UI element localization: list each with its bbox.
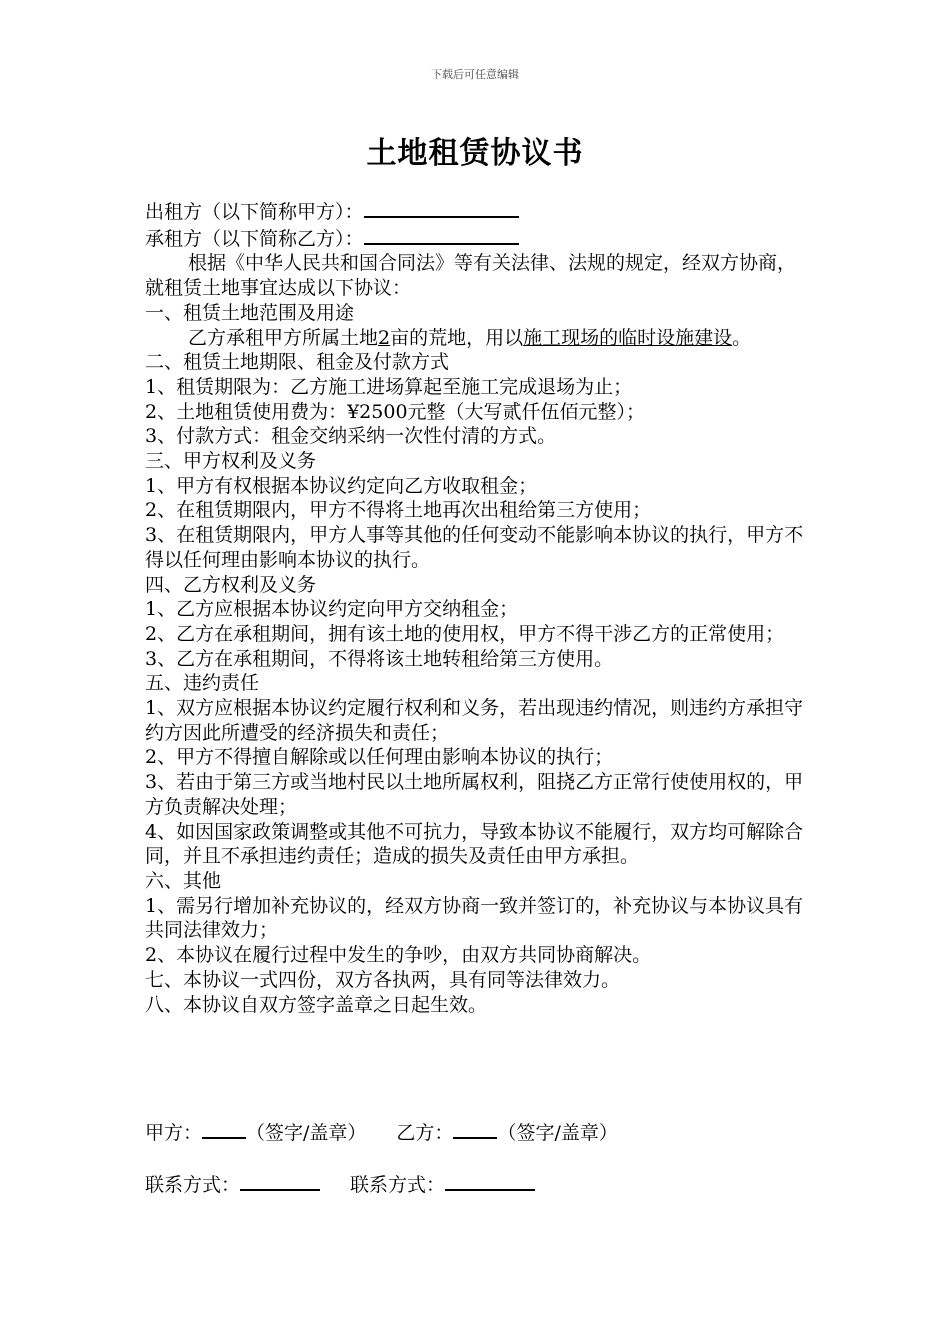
section-6-item: 1、需另行增加补充协议的，经双方协商一致并签订的，补充协议与本协议具有共同法律效力； bbox=[145, 894, 804, 942]
section-8: 八、本协议自双方签字盖章之日起生效。 bbox=[145, 993, 488, 1016]
section-5-item: 3、若由于第三方或当地村民以土地所属权利，阻挠乙方正常行使使用权的，甲方负责解决处理； bbox=[145, 771, 804, 818]
section-5-item: 4、如因国家政策调整或其他不可抗力，导致本协议不能履行，双方均可解除合同，并且不承担违约责任；造成的损失及责任由甲方承担。 bbox=[145, 820, 804, 868]
lessor-line bbox=[145, 198, 810, 225]
lessee-label: 承租方（以下简称乙方）： bbox=[145, 227, 364, 250]
section-4-heading: 四、乙方权利及义务 bbox=[145, 573, 317, 596]
party-b-label: 乙方： bbox=[396, 1122, 454, 1144]
lessee-line bbox=[145, 225, 810, 252]
lessee-blank[interactable] bbox=[364, 225, 519, 245]
lessor-blank[interactable] bbox=[364, 198, 519, 218]
section-3-item: 1、甲方有权根据本协议约定向乙方收取租金； bbox=[145, 474, 538, 497]
document-body bbox=[145, 198, 810, 1017]
signature-line bbox=[145, 1119, 618, 1145]
section-1-paragraph bbox=[145, 326, 810, 351]
section-2-item: 2、土地租赁使用费为：¥2500元整（大写贰仟伍佰元整）； bbox=[145, 400, 646, 423]
contact-line bbox=[145, 1171, 535, 1197]
section-7: 七、本协议一式四份，双方各执两，具有同等法律效力。 bbox=[145, 968, 621, 991]
contact-a-blank[interactable] bbox=[240, 1171, 320, 1191]
party-b-signature-blank[interactable] bbox=[453, 1119, 497, 1139]
section-2-heading: 二、租赁土地期限、租金及付款方式 bbox=[145, 351, 450, 374]
section-1-text-b: 亩的荒地，用以 bbox=[390, 326, 524, 349]
section-1-heading: 一、租赁土地范围及用途 bbox=[145, 301, 355, 324]
section-5-heading: 五、违约责任 bbox=[145, 672, 260, 695]
party-a-label: 甲方： bbox=[145, 1122, 203, 1144]
section-2-item: 3、付款方式：租金交纳采纳一次性付清的方式。 bbox=[145, 425, 557, 448]
party-b-seal-label: （签字/盖章） bbox=[497, 1122, 618, 1144]
section-3-item: 2、在租赁期限内，甲方不得将土地再次出租给第三方使用； bbox=[145, 499, 652, 522]
section-3-item: 3、在租赁期限内，甲方人事等其他的任何变动不能影响本协议的执行，甲方不得以任何理由影响本协议的执行。 bbox=[145, 524, 804, 571]
document-title: 土地租赁协议书 bbox=[366, 136, 584, 171]
section-4-item: 3、乙方在承租期间，不得将该土地转租给第三方使用。 bbox=[145, 647, 614, 670]
lessor-label: 出租方（以下简称甲方）： bbox=[145, 201, 364, 223]
section-2-item: 1、租赁期限为：乙方施工进场算起至施工完成退场为止； bbox=[145, 375, 633, 398]
section-6-heading: 六、其他 bbox=[145, 869, 222, 892]
land-area-value: 2 bbox=[378, 326, 391, 349]
section-1-text-end: 。 bbox=[732, 326, 752, 349]
party-a-signature-blank[interactable] bbox=[202, 1119, 246, 1139]
section-6-item: 2、本协议在履行过程中发生的争吵，由双方共同协商解决。 bbox=[145, 944, 652, 967]
contact-b-label: 联系方式： bbox=[350, 1174, 446, 1196]
contact-b-blank[interactable] bbox=[445, 1171, 535, 1191]
section-5-item: 2、甲方不得擅自解除或以任何理由影响本协议的执行； bbox=[145, 746, 614, 769]
section-1-text-a: 乙方承租甲方所属土地 bbox=[188, 326, 379, 349]
section-4-item: 1、乙方应根据本协议约定向甲方交纳租金； bbox=[145, 598, 519, 621]
section-4-item: 2、乙方在承租期间，拥有该土地的使用权，甲方不得干涉乙方的正常使用； bbox=[145, 622, 785, 645]
land-purpose-value: 施工现场的临时设施建设 bbox=[523, 326, 733, 349]
header-note: 下载后可任意编辑 bbox=[431, 68, 519, 81]
section-3-heading: 三、甲方权利及义务 bbox=[145, 450, 317, 473]
intro-paragraph: 根据《中华人民共和国合同法》等有关法律、法规的规定，经双方协商，就租赁土地事宜达成以下协议： bbox=[145, 252, 797, 300]
section-5-item: 1、双方应根据本协议约定履行权利和义务，若出现违约情况，则违约方承担守约方因此所遭受的经济损失和责任； bbox=[145, 697, 804, 744]
contact-a-label: 联系方式： bbox=[145, 1174, 241, 1196]
party-a-seal-label: （签字/盖章） bbox=[246, 1122, 367, 1144]
